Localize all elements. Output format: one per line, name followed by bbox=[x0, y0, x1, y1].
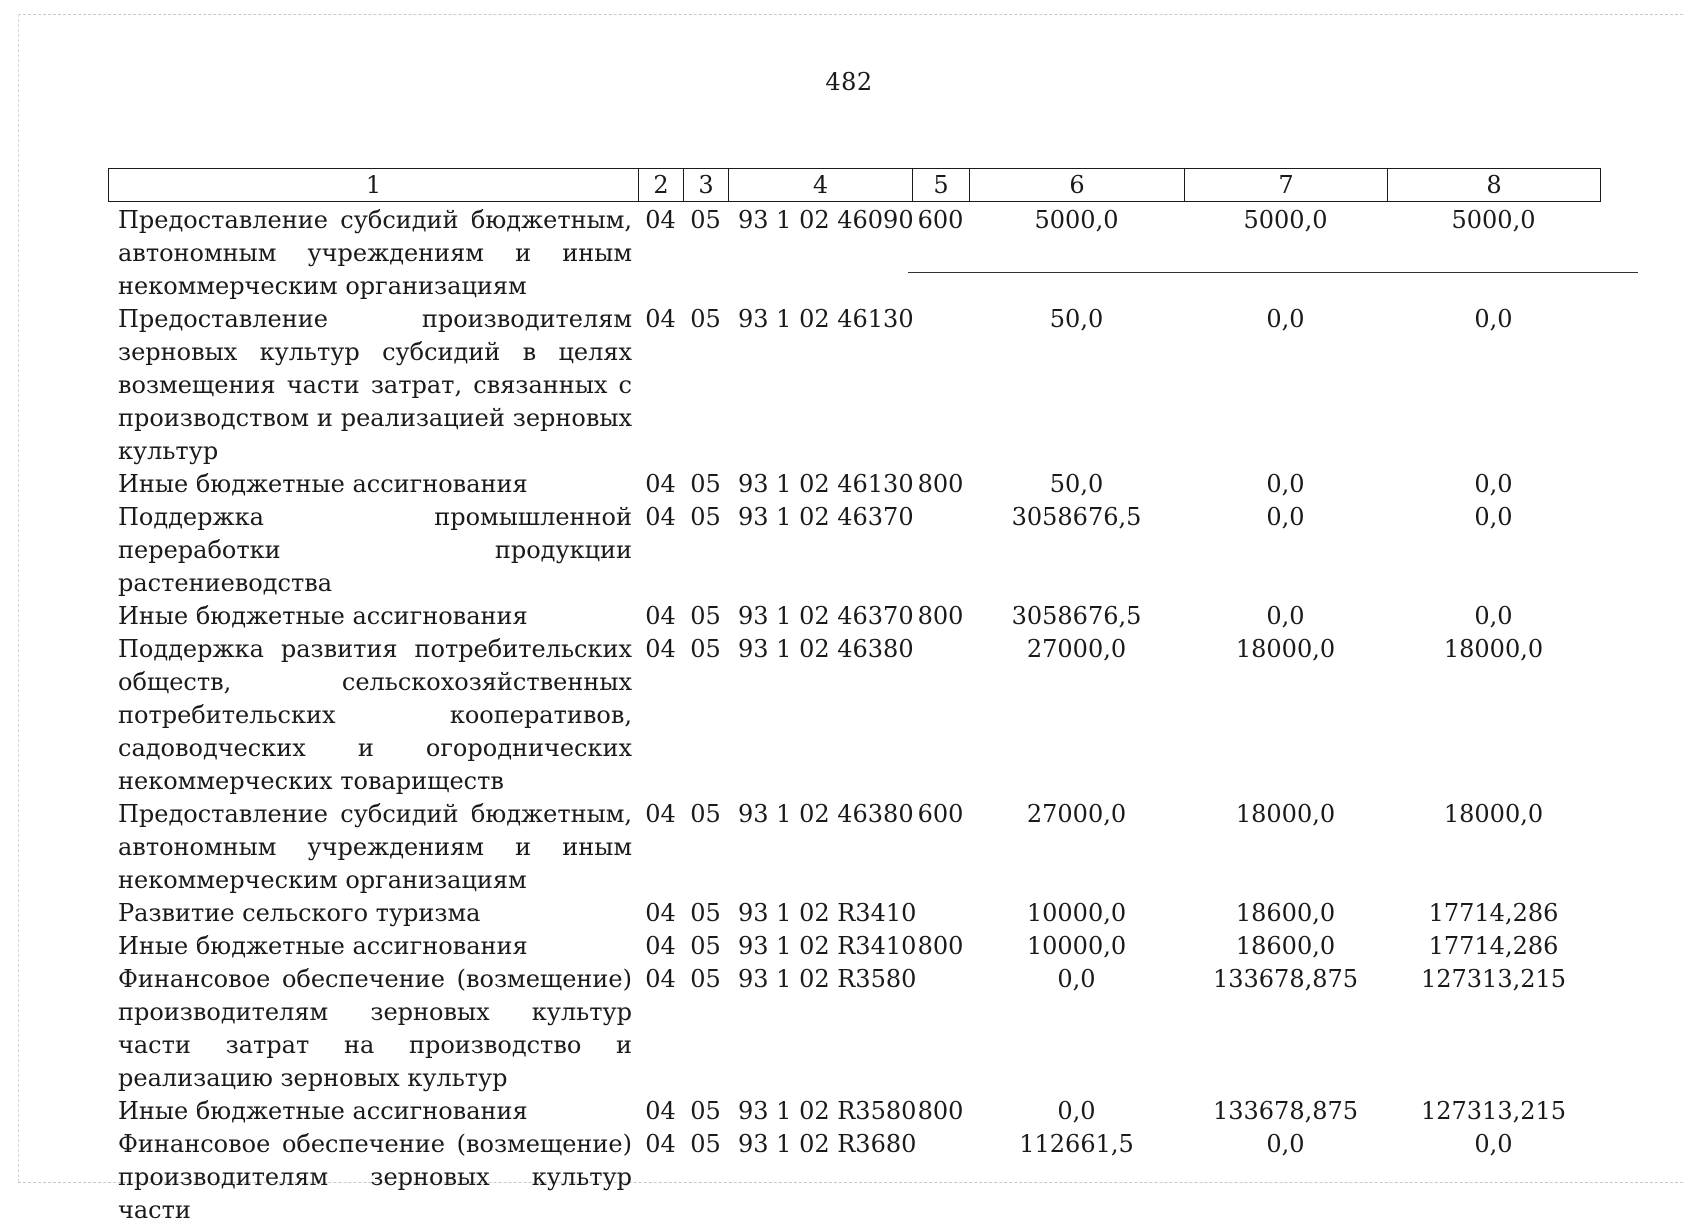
table-row bbox=[108, 501, 1600, 600]
amount-col8-cell: 127313,215 bbox=[1420, 965, 1567, 993]
section-code-cell: 04 bbox=[645, 503, 676, 531]
subsection-code-cell: 05 bbox=[690, 602, 721, 630]
row-name-cell: Поддержка промышленной переработки продукции растениеводства bbox=[118, 503, 632, 597]
subsection-code-cell: 05 bbox=[690, 800, 721, 828]
table-row bbox=[108, 633, 1600, 798]
amount-col8-cell: 17714,286 bbox=[1428, 932, 1559, 960]
section-code-cell: 04 bbox=[645, 635, 676, 663]
amount-col8-cell: 0,0 bbox=[1474, 1130, 1513, 1158]
section-code-cell: 04 bbox=[645, 965, 676, 993]
table-row bbox=[108, 1128, 1600, 1227]
column-header: 1 bbox=[109, 169, 639, 202]
table-row bbox=[108, 930, 1600, 963]
expense-type-cell: 800 bbox=[917, 932, 964, 960]
expense-type-cell bbox=[912, 897, 969, 930]
row-name-cell: Финансовое обеспечение (возмещение) производителям зерновых культур части затрат на производство и реализацию зерновых культур bbox=[118, 965, 632, 1092]
amount-col8-cell: 0,0 bbox=[1474, 602, 1513, 630]
scan-edge-top bbox=[18, 14, 1683, 15]
amount-col6-cell: 10000,0 bbox=[1026, 899, 1127, 927]
amount-col6-cell: 112661,5 bbox=[1019, 1130, 1134, 1158]
amount-col7-cell: 0,0 bbox=[1266, 1130, 1305, 1158]
row-name-cell: Предоставление субсидий бюджетным, автономным учреждениям и иным некоммерческим организациям bbox=[118, 800, 632, 894]
row-name-cell: Иные бюджетные ассигнования bbox=[118, 470, 528, 498]
section-code-cell: 04 bbox=[645, 602, 676, 630]
expense-type-cell: 800 bbox=[917, 602, 964, 630]
column-header-row bbox=[109, 169, 1601, 202]
row-name-cell: Иные бюджетные ассигнования bbox=[118, 602, 528, 630]
amount-col7-cell: 18000,0 bbox=[1235, 635, 1336, 663]
amount-col8-cell: 127313,215 bbox=[1420, 1097, 1567, 1125]
table-row bbox=[108, 204, 1600, 303]
expense-type-cell bbox=[912, 303, 969, 468]
expense-type-cell: 800 bbox=[917, 470, 964, 498]
subsection-code-cell: 05 bbox=[690, 1097, 721, 1125]
subsection-code-cell: 05 bbox=[690, 206, 721, 234]
target-article-cell: 93 1 02 R3410 bbox=[738, 899, 917, 927]
section-code-cell: 04 bbox=[645, 305, 676, 333]
subsection-code-cell: 05 bbox=[690, 503, 721, 531]
row-name-cell: Предоставление производителям зерновых культур субсидий в целях возмещения части затрат, связанных с производством и реализацией зерновых культур bbox=[118, 305, 632, 465]
table-row bbox=[108, 963, 1600, 1095]
expense-type-cell bbox=[912, 1128, 969, 1227]
row-name-cell: Предоставление субсидий бюджетным, автономным учреждениям и иным некоммерческим организациям bbox=[118, 206, 632, 300]
row-name-cell: Поддержка развития потребительских обществ, сельскохозяйственных потребительских кооперативов, садоводческих и огороднических некоммерческих товариществ bbox=[118, 635, 632, 795]
expense-type-cell: 600 bbox=[917, 800, 964, 828]
table-row bbox=[108, 303, 1600, 468]
table-row bbox=[108, 468, 1600, 501]
target-article-cell: 93 1 02 46370 bbox=[738, 503, 914, 531]
table-row bbox=[108, 798, 1600, 897]
row-name-cell: Иные бюджетные ассигнования bbox=[118, 932, 528, 960]
target-article-cell: 93 1 02 46130 bbox=[738, 305, 914, 333]
column-header: 4 bbox=[729, 169, 913, 202]
amount-col6-cell: 5000,0 bbox=[1034, 206, 1119, 234]
amount-col7-cell: 133678,875 bbox=[1212, 965, 1359, 993]
expense-type-cell: 800 bbox=[917, 1097, 964, 1125]
amount-col8-cell: 18000,0 bbox=[1443, 635, 1544, 663]
amount-col7-cell: 0,0 bbox=[1266, 602, 1305, 630]
column-header: 8 bbox=[1388, 169, 1601, 202]
amount-col8-cell: 0,0 bbox=[1474, 305, 1513, 333]
row-name-cell: Финансовое обеспечение (возмещение) производителям зерновых культур части bbox=[118, 1130, 632, 1224]
amount-col8-cell: 0,0 bbox=[1474, 470, 1513, 498]
amount-col6-cell: 3058676,5 bbox=[1011, 602, 1142, 630]
table-body bbox=[108, 204, 1600, 1227]
subsection-code-cell: 05 bbox=[690, 470, 721, 498]
column-header: 5 bbox=[913, 169, 970, 202]
scan-edge-left bbox=[18, 14, 19, 1182]
section-code-cell: 04 bbox=[645, 1130, 676, 1158]
subsection-code-cell: 05 bbox=[690, 305, 721, 333]
column-header: 6 bbox=[970, 169, 1185, 202]
amount-col6-cell: 0,0 bbox=[1057, 1097, 1096, 1125]
row-name-cell: Развитие сельского туризма bbox=[118, 899, 481, 927]
target-article-cell: 93 1 02 R3580 bbox=[738, 1097, 917, 1125]
subsection-code-cell: 05 bbox=[690, 899, 721, 927]
subsection-code-cell: 05 bbox=[690, 1130, 721, 1158]
column-header: 3 bbox=[684, 169, 729, 202]
target-article-cell: 93 1 02 46380 bbox=[738, 800, 914, 828]
amount-col8-cell: 17714,286 bbox=[1428, 899, 1559, 927]
amount-col6-cell: 50,0 bbox=[1049, 305, 1104, 333]
table-row bbox=[108, 600, 1600, 633]
amount-col7-cell: 133678,875 bbox=[1212, 1097, 1359, 1125]
section-code-cell: 04 bbox=[645, 470, 676, 498]
expense-type-cell bbox=[912, 501, 969, 600]
amount-col7-cell: 18600,0 bbox=[1235, 899, 1336, 927]
row-name-cell: Иные бюджетные ассигнования bbox=[118, 1097, 528, 1125]
amount-col6-cell: 10000,0 bbox=[1026, 932, 1127, 960]
subsection-code-cell: 05 bbox=[690, 635, 721, 663]
amount-col6-cell: 50,0 bbox=[1049, 470, 1104, 498]
column-header-table bbox=[108, 168, 1601, 202]
amount-col6-cell: 0,0 bbox=[1057, 965, 1096, 993]
amount-col7-cell: 18000,0 bbox=[1235, 800, 1336, 828]
amount-col7-cell: 0,0 bbox=[1266, 470, 1305, 498]
amount-col6-cell: 27000,0 bbox=[1026, 800, 1127, 828]
subsection-code-cell: 05 bbox=[690, 932, 721, 960]
expense-type-cell bbox=[912, 963, 969, 1095]
table-row bbox=[108, 897, 1600, 930]
target-article-cell: 93 1 02 46370 bbox=[738, 602, 914, 630]
page-number: 482 bbox=[825, 68, 873, 96]
amount-col7-cell: 0,0 bbox=[1266, 305, 1305, 333]
amount-col7-cell: 0,0 bbox=[1266, 503, 1305, 531]
target-article-cell: 93 1 02 R3410 bbox=[738, 932, 917, 960]
section-code-cell: 04 bbox=[645, 932, 676, 960]
subsection-code-cell: 05 bbox=[690, 965, 721, 993]
section-code-cell: 04 bbox=[645, 899, 676, 927]
section-code-cell: 04 bbox=[645, 1097, 676, 1125]
amount-col6-cell: 27000,0 bbox=[1026, 635, 1127, 663]
section-code-cell: 04 bbox=[645, 206, 676, 234]
amount-col8-cell: 5000,0 bbox=[1451, 206, 1536, 234]
column-header: 7 bbox=[1185, 169, 1388, 202]
amount-col8-cell: 0,0 bbox=[1474, 503, 1513, 531]
table-row bbox=[108, 1095, 1600, 1128]
amount-col8-cell: 18000,0 bbox=[1443, 800, 1544, 828]
amount-col6-cell: 3058676,5 bbox=[1011, 503, 1142, 531]
expense-type-cell: 600 bbox=[917, 206, 964, 234]
target-article-cell: 93 1 02 46090 bbox=[738, 206, 914, 234]
budget-table bbox=[108, 204, 1600, 1227]
target-article-cell: 93 1 02 46130 bbox=[738, 470, 914, 498]
target-article-cell: 93 1 02 R3680 bbox=[738, 1130, 917, 1158]
target-article-cell: 93 1 02 R3580 bbox=[738, 965, 917, 993]
amount-col7-cell: 18600,0 bbox=[1235, 932, 1336, 960]
target-article-cell: 93 1 02 46380 bbox=[738, 635, 914, 663]
section-code-cell: 04 bbox=[645, 800, 676, 828]
amount-col7-cell: 5000,0 bbox=[1243, 206, 1328, 234]
column-header: 2 bbox=[639, 169, 684, 202]
expense-type-cell bbox=[912, 633, 969, 798]
